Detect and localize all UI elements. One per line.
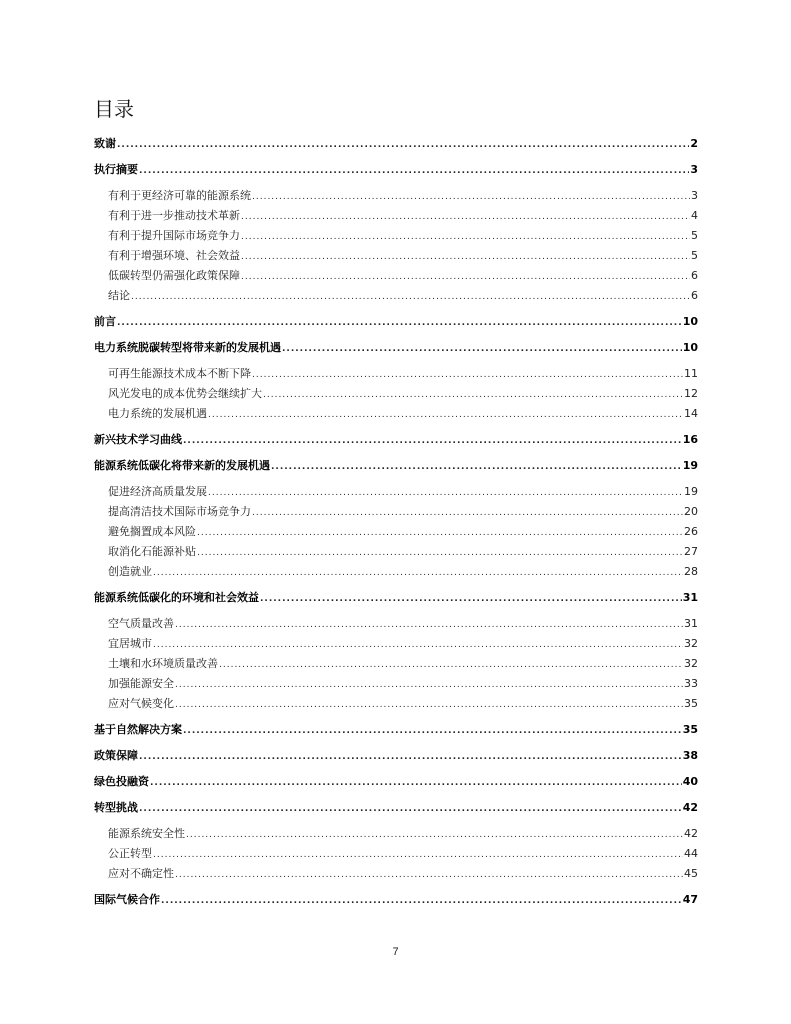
toc-page: 19: [684, 485, 698, 498]
toc-page: 42: [684, 827, 698, 840]
toc-leader: [139, 752, 682, 762]
toc-label: 应对不确定性: [108, 867, 174, 880]
toc-entry[interactable]: [94, 161, 698, 177]
toc-leader: [263, 390, 683, 400]
toc-entry[interactable]: [94, 865, 698, 881]
toc-page: 28: [684, 565, 698, 578]
toc-label: 提高清洁技术国际市场竞争力: [108, 505, 251, 518]
toc-label: 宜居城市: [108, 637, 152, 650]
toc-page: 14: [684, 407, 698, 420]
toc-label: 应对气候变化: [108, 697, 174, 710]
toc-leader: [241, 212, 690, 222]
toc-label: 加强能源安全: [108, 677, 174, 690]
toc-leader: [197, 528, 683, 538]
toc-label: 有利于提升国际市场竞争力: [108, 229, 240, 242]
toc-label: 有利于增强环境、社会效益: [108, 249, 240, 262]
toc-page: 35: [684, 697, 698, 710]
toc-label: 结论: [108, 289, 130, 302]
toc-label: 电力系统的发展机遇: [108, 407, 207, 420]
toc-entry[interactable]: [94, 339, 698, 355]
toc-leader: [252, 508, 683, 518]
toc-page: 6: [691, 269, 698, 282]
toc-label: 政策保障: [94, 749, 138, 762]
toc-page: 38: [682, 749, 698, 762]
toc-label: 可再生能源技术成本不断下降: [108, 367, 251, 380]
toc-leader: [208, 488, 683, 498]
toc-page: 4: [691, 209, 698, 222]
toc-page: 47: [682, 893, 698, 906]
toc-label: 国际气候合作: [94, 893, 160, 906]
toc-leader: [241, 232, 690, 242]
page-title: 目录: [94, 97, 134, 121]
toc-leader: [197, 548, 683, 558]
toc-entry[interactable]: [94, 589, 698, 605]
toc-page: 10: [682, 315, 698, 328]
toc-page: 35: [682, 723, 698, 736]
toc-leader: [175, 870, 683, 880]
toc-leader: [117, 140, 689, 150]
toc-page: 33: [684, 677, 698, 690]
toc-page: 19: [682, 459, 698, 472]
toc-label: 空气质量改善: [108, 617, 174, 630]
toc-entry[interactable]: [94, 695, 698, 711]
toc-entry[interactable]: [94, 267, 698, 283]
toc-page: 6: [691, 289, 698, 302]
toc-entry[interactable]: [94, 431, 698, 447]
toc-leader: [183, 436, 682, 446]
toc-entry[interactable]: [94, 845, 698, 861]
toc-leader: [153, 640, 683, 650]
toc-label: 土壤和水环境质量改善: [108, 657, 218, 670]
toc-label: 有利于更经济可靠的能源系统: [108, 189, 251, 202]
toc-label: 有利于进一步推动技术革新: [108, 209, 240, 222]
toc-page: 3: [691, 189, 698, 202]
toc-page: 32: [684, 637, 698, 650]
toc-leader: [252, 370, 683, 380]
toc-entry[interactable]: [94, 227, 698, 243]
toc-entry[interactable]: [94, 615, 698, 631]
toc-leader: [260, 594, 682, 604]
toc-leader: [117, 318, 682, 328]
toc-entry[interactable]: [94, 365, 698, 381]
toc-entry[interactable]: [94, 825, 698, 841]
toc-leader: [161, 896, 682, 906]
table-of-contents: [94, 130, 698, 907]
toc-leader: [131, 292, 690, 302]
toc-label: 执行摘要: [94, 163, 138, 176]
toc-page: 3: [690, 163, 698, 176]
toc-entry[interactable]: [94, 187, 698, 203]
toc-entry[interactable]: [94, 405, 698, 421]
toc-leader: [139, 166, 689, 176]
toc-leader: [271, 462, 682, 472]
toc-leader: [153, 568, 683, 578]
toc-label: 促进经济高质量发展: [108, 485, 207, 498]
toc-entry[interactable]: [94, 523, 698, 539]
toc-entry[interactable]: [94, 891, 698, 907]
toc-label: 电力系统脱碳转型将带来新的发展机遇: [94, 341, 281, 354]
toc-page: 5: [691, 249, 698, 262]
toc-entry[interactable]: [94, 247, 698, 263]
toc-page: 32: [684, 657, 698, 670]
toc-leader: [208, 410, 683, 420]
toc-label: 转型挑战: [94, 801, 138, 814]
toc-page: 16: [682, 433, 698, 446]
toc-leader: [153, 850, 683, 860]
toc-page: 26: [684, 525, 698, 538]
toc-page: 42: [682, 801, 698, 814]
toc-leader: [241, 252, 690, 262]
toc-leader: [252, 192, 690, 202]
toc-label: 避免搁置成本风险: [108, 525, 196, 538]
toc-leader: [219, 660, 683, 670]
toc-page: 45: [684, 867, 698, 880]
toc-entry[interactable]: [94, 503, 698, 519]
toc-entry[interactable]: [94, 457, 698, 473]
toc-entry[interactable]: [94, 721, 698, 737]
toc-label: 取消化石能源补贴: [108, 545, 196, 558]
toc-leader: [282, 344, 682, 354]
toc-page: 31: [682, 591, 698, 604]
toc-label: 基于自然解决方案: [94, 723, 182, 736]
toc-page: 12: [684, 387, 698, 400]
toc-leader: [175, 680, 683, 690]
toc-page: 10: [682, 341, 698, 354]
toc-entry[interactable]: [94, 313, 698, 329]
toc-entry[interactable]: [94, 135, 698, 151]
toc-entry[interactable]: [94, 563, 698, 579]
toc-leader: [150, 778, 682, 788]
toc-page: 44: [684, 847, 698, 860]
toc-leader: [139, 804, 682, 814]
toc-leader: [241, 272, 690, 282]
toc-label: 新兴技术学习曲线: [94, 433, 182, 446]
toc-label: 能源系统安全性: [108, 827, 185, 840]
toc-entry[interactable]: [94, 287, 698, 303]
toc-label: 公正转型: [108, 847, 152, 860]
page-number: 7: [392, 946, 399, 958]
toc-label: 致谢: [94, 137, 116, 150]
toc-entry[interactable]: [94, 799, 698, 815]
toc-entry[interactable]: [94, 747, 698, 763]
toc-label: 能源系统低碳化的环境和社会效益: [94, 591, 259, 604]
toc-page: 31: [684, 617, 698, 630]
toc-label: 绿色投融资: [94, 775, 149, 788]
toc-page: 2: [690, 137, 698, 150]
toc-entry[interactable]: [94, 675, 698, 691]
toc-leader: [175, 700, 683, 710]
toc-label: 能源系统低碳化将带来新的发展机遇: [94, 459, 270, 472]
toc-label: 低碳转型仍需强化政策保障: [108, 269, 240, 282]
toc-label: 创造就业: [108, 565, 152, 578]
toc-entry[interactable]: [94, 773, 698, 789]
toc-leader: [186, 830, 683, 840]
toc-page: 27: [684, 545, 698, 558]
toc-entry[interactable]: [94, 543, 698, 559]
toc-entry[interactable]: [94, 207, 698, 223]
toc-entry[interactable]: [94, 385, 698, 401]
toc-entry[interactable]: [94, 483, 698, 499]
toc-page: 40: [682, 775, 698, 788]
toc-label: 前言: [94, 315, 116, 328]
toc-page: 11: [684, 367, 698, 380]
toc-label: 风光发电的成本优势会继续扩大: [108, 387, 262, 400]
toc-leader: [175, 620, 683, 630]
toc-page: 20: [684, 505, 698, 518]
toc-leader: [183, 726, 682, 736]
toc-entry[interactable]: [94, 655, 698, 671]
toc-entry[interactable]: [94, 635, 698, 651]
toc-page: 5: [691, 229, 698, 242]
